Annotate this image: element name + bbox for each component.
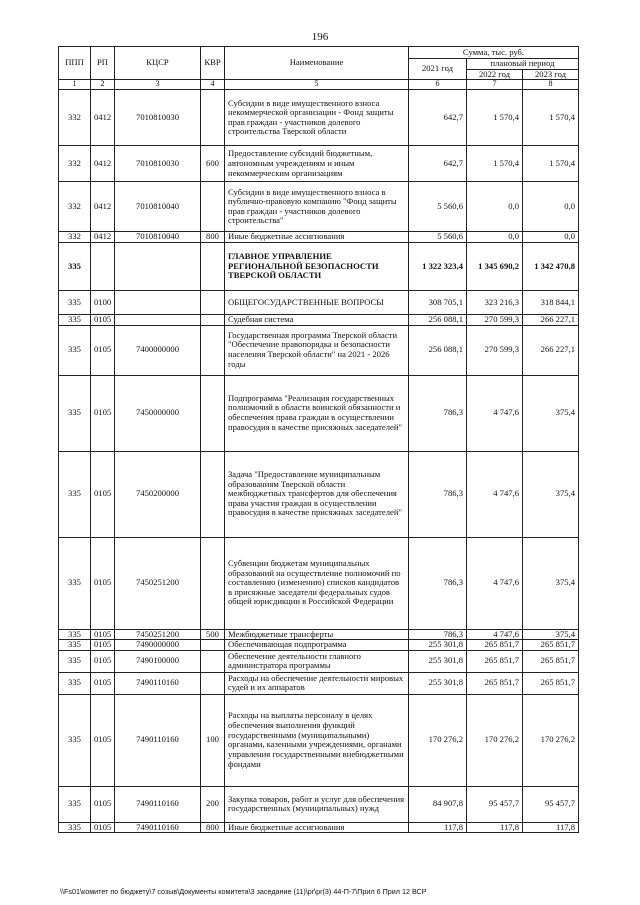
cell-2023: 170 276,2 (523, 694, 579, 786)
cell-name: Закупка товаров, работ и услуг для обеспечения государственных (муниципальных) нужд (225, 786, 409, 822)
cell-rp: 0105 (91, 375, 115, 451)
cell-name: Расходы на обеспечение деятельности мировых судей и их аппаратов (225, 672, 409, 694)
table-row (59, 314, 579, 325)
cell-kvr (201, 325, 225, 375)
column-number: 5 (225, 80, 409, 90)
cell-2022: 4 747,6 (467, 451, 523, 537)
cell-2023: 117,8 (523, 822, 579, 833)
cell-name: Предоставление субсидий бюджетным, автономным учреждениям и иным некоммерческим организациям (225, 146, 409, 182)
cell-rp: 0412 (91, 146, 115, 182)
table-row (59, 290, 579, 314)
cell-kcsr (115, 290, 201, 314)
cell-2021: 5 560,6 (409, 182, 467, 232)
cell-2021: 256 088,1 (409, 314, 467, 325)
cell-2022: 0,0 (467, 232, 523, 243)
cell-ppp: 335 (59, 451, 91, 537)
cell-name: Задача "Предоставление муниципальным образованиям Тверской области межбюджетных трансфертов для обеспечения права участия граждан в осуществлении правосудия в качестве присяжных заседателей" (225, 451, 409, 537)
cell-2023: 95 457,7 (523, 786, 579, 822)
cell-2023: 265 851,7 (523, 672, 579, 694)
cell-2022: 323 216,3 (467, 290, 523, 314)
cell-kcsr: 7490110160 (115, 694, 201, 786)
cell-2023: 1 570,4 (523, 90, 579, 146)
cell-ppp: 332 (59, 90, 91, 146)
cell-ppp: 335 (59, 314, 91, 325)
cell-ppp: 335 (59, 325, 91, 375)
cell-ppp: 335 (59, 786, 91, 822)
cell-rp: 0105 (91, 640, 115, 651)
cell-kcsr: 7450000000 (115, 375, 201, 451)
cell-2021: 786,3 (409, 451, 467, 537)
cell-ppp: 335 (59, 650, 91, 672)
column-number: 1 (59, 80, 91, 90)
cell-name: Обеспечение деятельности главного администратора программы (225, 650, 409, 672)
cell-kcsr: 7490110160 (115, 786, 201, 822)
cell-kcsr: 7490110160 (115, 672, 201, 694)
cell-name: Судебная система (225, 314, 409, 325)
cell-2022: 4 747,6 (467, 629, 523, 640)
col-header-2022: 2022 год (467, 69, 523, 80)
column-number: 8 (523, 80, 579, 90)
column-number: 2 (91, 80, 115, 90)
table-body (59, 90, 579, 833)
cell-2023: 1 342 470,8 (523, 242, 579, 290)
cell-kcsr (115, 314, 201, 325)
cell-2023: 0,0 (523, 232, 579, 243)
cell-2022: 265 851,7 (467, 650, 523, 672)
cell-kvr (201, 242, 225, 290)
cell-2022: 270 599,3 (467, 325, 523, 375)
cell-kcsr: 7450200000 (115, 451, 201, 537)
cell-name: Субсидии в виде имущественного взноса некоммерческой организации - Фонд защиты прав граждан - участников долевого строительства Тверской области (225, 90, 409, 146)
cell-2021: 84 907,8 (409, 786, 467, 822)
cell-name: Иные бюджетные ассигнования (225, 232, 409, 243)
cell-2022: 1 570,4 (467, 90, 523, 146)
cell-name: Государственная программа Тверской области "Обеспечение правопорядка и безопасности населения Тверской области" на 2021 - 2026 годы (225, 325, 409, 375)
col-header-2021: 2021 год (409, 59, 467, 80)
cell-name: Субсидии в виде имущественного взноса в публично-правовую компанию "Фонд защиты прав граждан - участников долевого строительства" (225, 182, 409, 232)
cell-2023: 375,4 (523, 451, 579, 537)
table-row (59, 90, 579, 146)
cell-2021: 786,3 (409, 537, 467, 629)
cell-kvr: 600 (201, 146, 225, 182)
cell-2022: 170 276,2 (467, 694, 523, 786)
cell-2021: 255 301,8 (409, 640, 467, 651)
cell-2023: 266 227,1 (523, 314, 579, 325)
cell-name: Иные бюджетные ассигнования (225, 822, 409, 833)
table-row (59, 146, 579, 182)
cell-2022: 265 851,7 (467, 672, 523, 694)
col-header-ppp: ППП (59, 47, 91, 80)
cell-2023: 266 227,1 (523, 325, 579, 375)
cell-2021: 255 301,8 (409, 672, 467, 694)
cell-kvr (201, 90, 225, 146)
cell-kcsr: 7490110160 (115, 822, 201, 833)
cell-kvr (201, 182, 225, 232)
cell-rp: 0105 (91, 786, 115, 822)
col-header-sum: Сумма, тыс. руб. (409, 47, 579, 59)
column-number-row (59, 80, 579, 90)
table-row (59, 650, 579, 672)
cell-rp: 0105 (91, 325, 115, 375)
cell-2022: 0,0 (467, 182, 523, 232)
cell-kvr (201, 290, 225, 314)
cell-ppp: 335 (59, 629, 91, 640)
table-row (59, 629, 579, 640)
cell-2022: 4 747,6 (467, 375, 523, 451)
cell-2021: 308 705,1 (409, 290, 467, 314)
table-row (59, 242, 579, 290)
cell-2022: 4 747,6 (467, 537, 523, 629)
col-header-rp: РП (91, 47, 115, 80)
col-header-2023: 2023 год (523, 69, 579, 80)
cell-kvr: 100 (201, 694, 225, 786)
cell-ppp: 335 (59, 672, 91, 694)
footer-file-path: \\Fs01\комитет по бюджету\7 созыв\Документы комитета\3 заседание (11)\pr\pr(3) 44-П-7\Прил 6 Прил 12 ВСР (60, 887, 427, 896)
cell-kcsr: 7010810030 (115, 146, 201, 182)
cell-kvr: 500 (201, 629, 225, 640)
cell-name: Обеспечивающая подпрограмма (225, 640, 409, 651)
table-row (59, 537, 579, 629)
column-number: 6 (409, 80, 467, 90)
table-row (59, 325, 579, 375)
cell-2021: 786,3 (409, 629, 467, 640)
cell-name: Расходы на выплаты персоналу в целях обеспечения выполнения функций государственными (муниципальными) органами, казенными учреждениями, органами управления государственными внебюджетными фондами (225, 694, 409, 786)
cell-rp: 0105 (91, 314, 115, 325)
table-row (59, 232, 579, 243)
cell-rp: 0105 (91, 537, 115, 629)
cell-kvr (201, 650, 225, 672)
cell-ppp: 335 (59, 640, 91, 651)
cell-kcsr: 7010810040 (115, 182, 201, 232)
cell-2022: 1 570,4 (467, 146, 523, 182)
page-number: 196 (311, 31, 329, 43)
cell-2021: 170 276,2 (409, 694, 467, 786)
table-row (59, 822, 579, 833)
cell-ppp: 332 (59, 182, 91, 232)
cell-2022: 1 345 690,2 (467, 242, 523, 290)
cell-kvr (201, 640, 225, 651)
cell-rp: 0105 (91, 629, 115, 640)
cell-rp: 0105 (91, 672, 115, 694)
cell-rp: 0105 (91, 451, 115, 537)
cell-2023: 265 851,7 (523, 650, 579, 672)
cell-kvr (201, 451, 225, 537)
cell-rp: 0100 (91, 290, 115, 314)
cell-rp: 0412 (91, 90, 115, 146)
cell-rp: 0105 (91, 694, 115, 786)
cell-name: Субвенции бюджетам муниципальных образований на осуществление полномочий по составлению (изменению) списков кандидатов в присяжные заседатели федеральных судов общей юрисдикции в Российской Федерации (225, 537, 409, 629)
cell-2023: 0,0 (523, 182, 579, 232)
cell-2022: 270 599,3 (467, 314, 523, 325)
cell-rp: 0105 (91, 822, 115, 833)
column-number: 4 (201, 80, 225, 90)
cell-2023: 265 851,7 (523, 640, 579, 651)
cell-2021: 1 322 323,4 (409, 242, 467, 290)
table-row (59, 786, 579, 822)
cell-2023: 318 844,1 (523, 290, 579, 314)
cell-kcsr (115, 242, 201, 290)
column-number: 7 (467, 80, 523, 90)
col-header-kvr: КВР (201, 47, 225, 80)
col-header-name: Наименование (225, 47, 409, 80)
col-header-kcsr: КЦСР (115, 47, 201, 80)
cell-ppp: 335 (59, 290, 91, 314)
cell-ppp: 335 (59, 242, 91, 290)
cell-2022: 265 851,7 (467, 640, 523, 651)
cell-kvr (201, 537, 225, 629)
table-row (59, 672, 579, 694)
cell-rp: 0412 (91, 182, 115, 232)
cell-2023: 1 570,4 (523, 146, 579, 182)
cell-2022: 95 457,7 (467, 786, 523, 822)
cell-2021: 256 088,1 (409, 325, 467, 375)
cell-kvr: 800 (201, 232, 225, 243)
cell-kvr: 200 (201, 786, 225, 822)
cell-kvr (201, 672, 225, 694)
cell-2023: 375,4 (523, 537, 579, 629)
table-row (59, 375, 579, 451)
cell-rp: 0105 (91, 650, 115, 672)
cell-2021: 117,8 (409, 822, 467, 833)
cell-name: ОБЩЕГОСУДАРСТВЕННЫЕ ВОПРОСЫ (225, 290, 409, 314)
table-row (59, 694, 579, 786)
cell-name: Подпрограмма "Реализация государственных полномочий в области воинской обязанности и обеспечения права граждан в осуществлении правосудия в качестве присяжных заседателей" (225, 375, 409, 451)
cell-2023: 375,4 (523, 375, 579, 451)
table-row (59, 451, 579, 537)
cell-name: Межбюджетные трансферты (225, 629, 409, 640)
cell-2021: 786,3 (409, 375, 467, 451)
cell-2022: 117,8 (467, 822, 523, 833)
cell-ppp: 335 (59, 537, 91, 629)
cell-2021: 255 301,8 (409, 650, 467, 672)
cell-2021: 642,7 (409, 90, 467, 146)
cell-kcsr: 7450251200 (115, 537, 201, 629)
cell-kcsr: 7010810030 (115, 90, 201, 146)
cell-rp: 0412 (91, 232, 115, 243)
cell-2021: 642,7 (409, 146, 467, 182)
cell-ppp: 335 (59, 694, 91, 786)
cell-kcsr: 7490000000 (115, 640, 201, 651)
cell-2023: 375,4 (523, 629, 579, 640)
budget-table (58, 46, 579, 833)
cell-ppp: 332 (59, 146, 91, 182)
cell-kvr (201, 375, 225, 451)
table-row (59, 182, 579, 232)
cell-ppp: 335 (59, 375, 91, 451)
cell-2021: 5 560,6 (409, 232, 467, 243)
cell-ppp: 332 (59, 232, 91, 243)
cell-kcsr: 7490100000 (115, 650, 201, 672)
table-row (59, 640, 579, 651)
col-header-plan-period: плановый период (467, 59, 579, 70)
cell-ppp: 335 (59, 822, 91, 833)
cell-kcsr: 7450251200 (115, 629, 201, 640)
column-number: 3 (115, 80, 201, 90)
cell-rp (91, 242, 115, 290)
cell-kcsr: 7400000000 (115, 325, 201, 375)
cell-kvr (201, 314, 225, 325)
cell-name: ГЛАВНОЕ УПРАВЛЕНИЕ РЕГИОНАЛЬНОЙ БЕЗОПАСНОСТИ ТВЕРСКОЙ ОБЛАСТИ (225, 242, 409, 290)
cell-kcsr: 7010810040 (115, 232, 201, 243)
cell-kvr: 800 (201, 822, 225, 833)
